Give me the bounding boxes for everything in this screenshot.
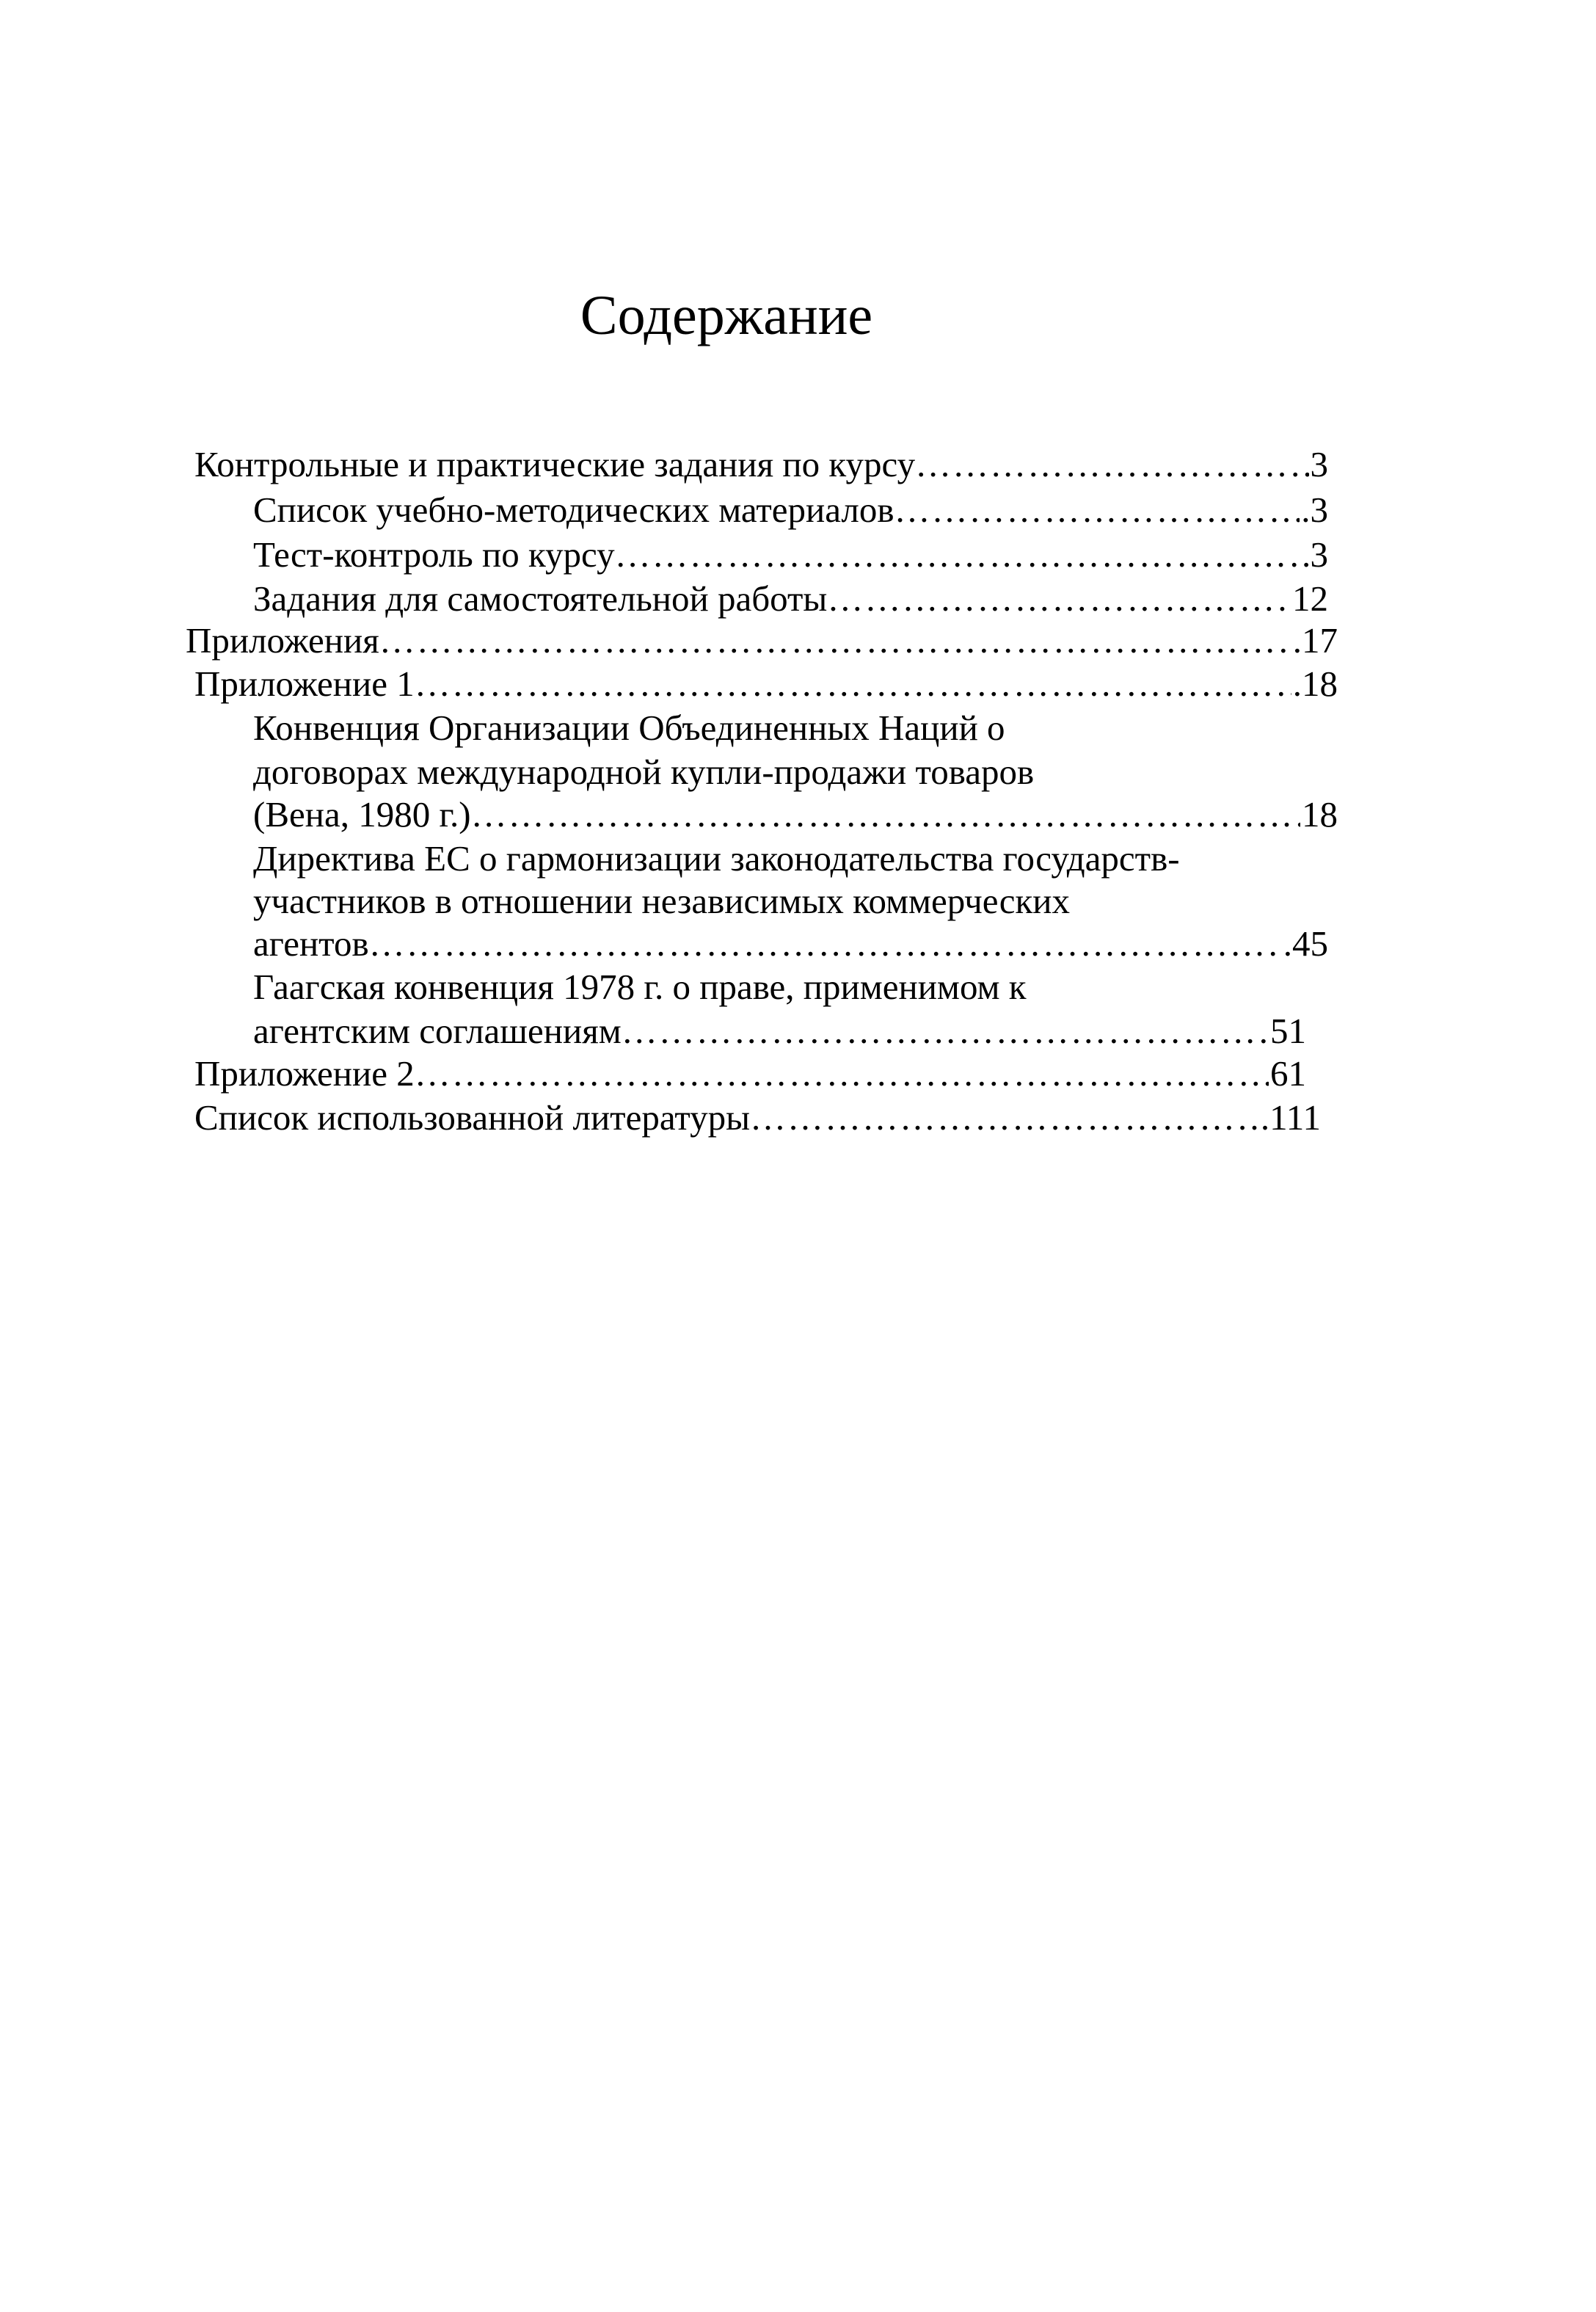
toc-entry-bibliography[interactable]: [194, 1096, 1321, 1140]
toc-entry-vienna-convention[interactable]: [253, 793, 1338, 837]
toc-entry-label: Тест-контроль по курсу: [253, 534, 615, 575]
toc-entry-appendix-1[interactable]: [194, 662, 1338, 706]
toc-leader: [750, 1096, 1259, 1140]
toc-leader: [379, 619, 1291, 663]
toc-leader: [622, 1009, 1269, 1053]
toc-page-number: 18: [1302, 794, 1338, 835]
toc-leader: [369, 922, 1282, 966]
toc-leader: [915, 443, 1308, 487]
toc-page-number: .111: [1260, 1097, 1321, 1138]
toc-entry-hague-convention-line1: Гаагская конвенция 1978 г. о праве, применимом к: [253, 967, 1027, 1007]
toc-entry-vienna-convention-line2: договорах международной купли-продажи товаров: [253, 752, 1035, 792]
toc-entry-eu-directive-line1: Директива ЕС о гармонизации законодательства государств-: [253, 838, 1180, 879]
toc-entry-test-control[interactable]: [253, 533, 1328, 577]
toc-leader: [415, 1052, 1269, 1096]
toc-leader: [827, 577, 1291, 621]
toc-leader: [615, 533, 1309, 577]
toc-page-number: .18: [1292, 664, 1338, 704]
toc-entry-label: агентов: [253, 923, 369, 964]
toc-page-number: .3: [1301, 490, 1328, 530]
toc-entry-self-study[interactable]: [253, 577, 1328, 621]
toc-entry-eu-directive-line2: участников в отношении независимых коммерческих: [253, 881, 1070, 921]
toc-entry-label: Приложение 1: [194, 664, 415, 704]
toc-entry-label: агентским соглашениям: [253, 1011, 622, 1051]
toc-entry-label: Задания для самостоятельной работы: [253, 578, 828, 619]
toc-leader: [471, 793, 1300, 837]
toc-entry-label: Приложения: [186, 620, 379, 661]
toc-page-number: 51: [1270, 1011, 1306, 1051]
toc-entry-eu-directive[interactable]: [253, 922, 1328, 966]
toc-page-number: 12: [1292, 578, 1328, 619]
toc-leader: [415, 662, 1291, 706]
toc-page-number: 3: [1310, 534, 1328, 575]
toc-entry-appendices[interactable]: [186, 619, 1338, 663]
toc-entry-materials[interactable]: [253, 488, 1328, 532]
page-title: Содержание: [580, 285, 873, 346]
toc-entry-label: Приложение 2: [194, 1053, 415, 1094]
toc-entry-label: Список учебно-методических материалов: [253, 490, 894, 530]
toc-entry-label: Список использованной литературы: [194, 1097, 751, 1138]
toc-page-number: .45: [1283, 923, 1328, 964]
toc-entry-label: (Вена, 1980 г.): [253, 794, 471, 835]
toc-entry-label: Контрольные и практические задания по курсу: [194, 444, 916, 484]
toc-page-number: 3: [1310, 444, 1328, 484]
toc-page-number: .17: [1292, 620, 1338, 661]
toc-entry-appendix-2[interactable]: [194, 1052, 1306, 1096]
toc-entry-hague-convention[interactable]: [253, 1009, 1306, 1053]
toc-entry-vienna-convention-line1: Конвенция Организации Объединенных Наций о: [253, 708, 1005, 748]
toc-leader: [894, 488, 1300, 532]
toc-page-number: 61: [1270, 1053, 1306, 1094]
toc-entry-control-tasks[interactable]: [194, 443, 1328, 487]
